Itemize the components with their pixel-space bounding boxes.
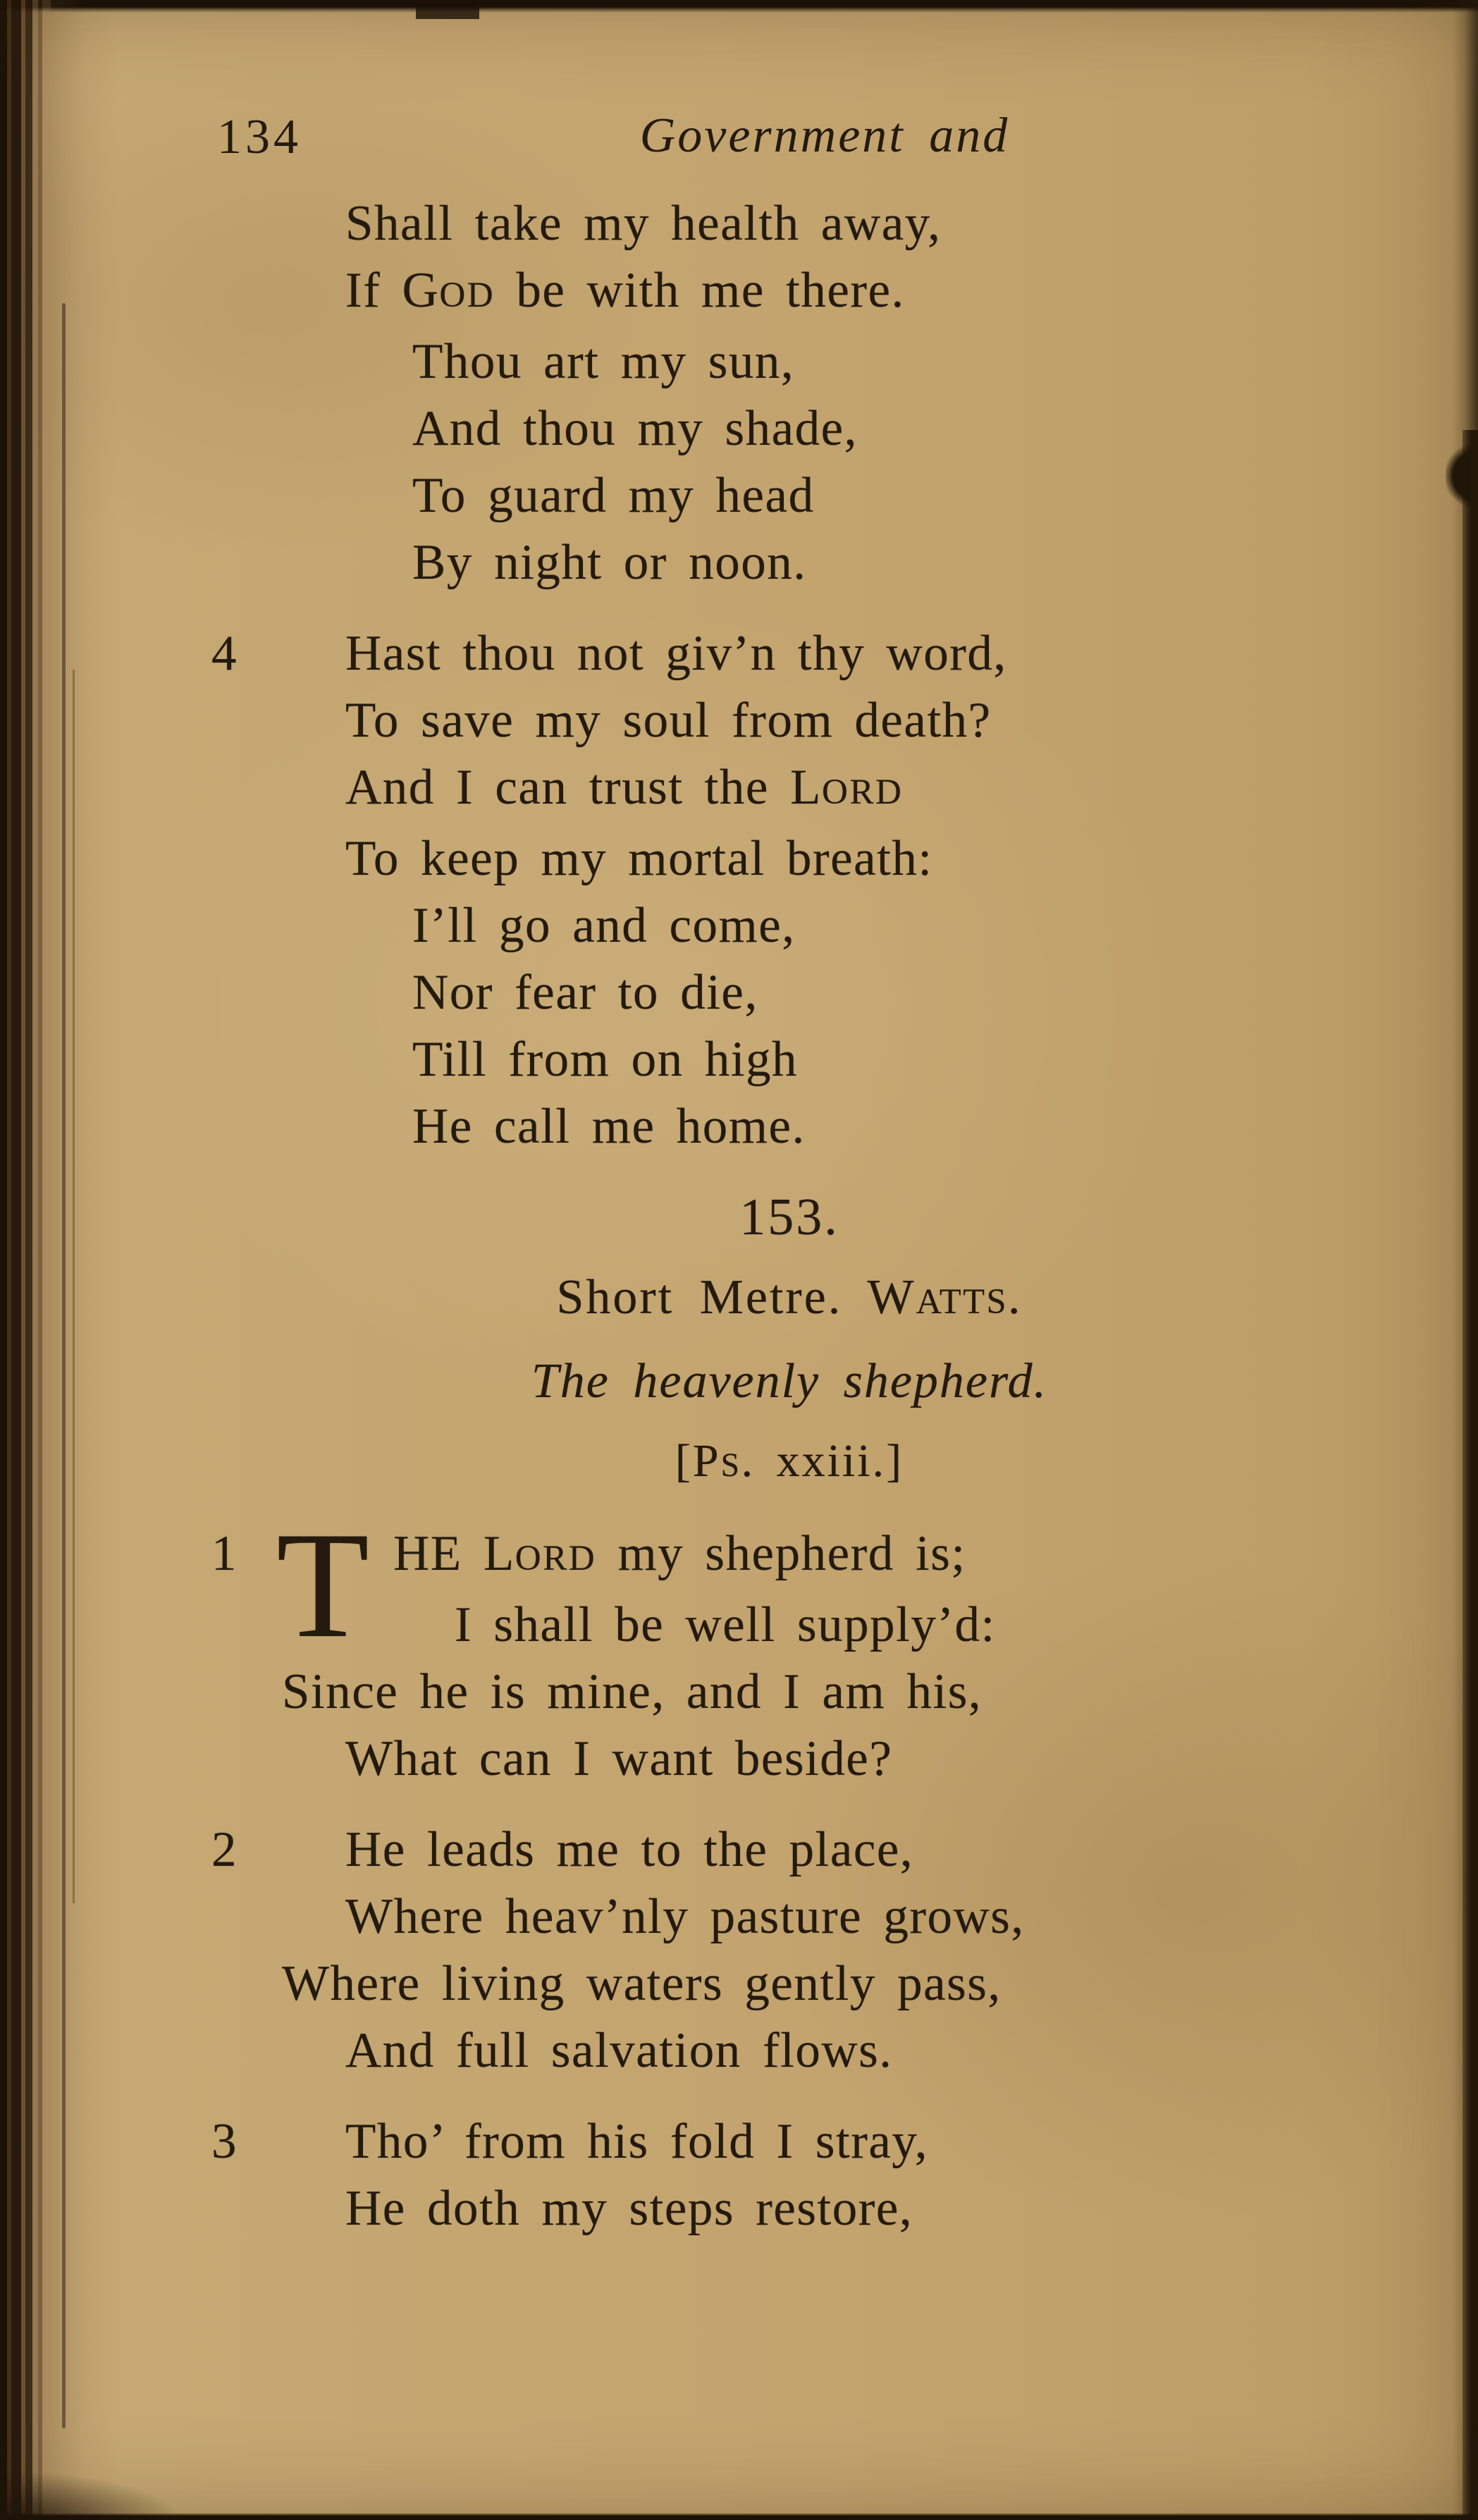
poem-line: Since he is mine, and I am his, [282,1664,983,1719]
poem-line: Hast thou not giv’n thy word, [345,626,1007,681]
small-caps-word: PS [692,1435,741,1487]
poem-line: He leads me to the place, [345,1822,914,1877]
poem-line: What can I want beside? [345,1731,893,1786]
verse-number: 3 [211,2114,238,2169]
page-edge-right-mark [1446,444,1478,508]
poem-line: He doth my steps restore, [345,2181,913,2236]
text-column [211,190,1367,2266]
poem-line: Nor fear to die, [412,965,758,1020]
poem-line: To guard my head [412,468,815,523]
poem-line: I shall be well supply’d: [455,1597,996,1652]
page-edge-right-shadow [1462,430,1478,2520]
poem-line: Tho’ from his fold I stray, [345,2114,929,2169]
small-caps-word: GOD [402,263,495,318]
running-header: Government and [639,109,1010,163]
poem-line: To save my soul from death? [345,693,992,748]
verse-number: 2 [211,1822,238,1877]
verse-number: 4 [211,626,238,681]
poem-line: HE LORD my shepherd is; [393,1526,966,1581]
hymn-number: 153. [739,1188,839,1246]
poem-line: I’ll go and come, [412,898,796,953]
poem-line: Shall take my health away, [345,196,942,251]
small-caps-word: WATTS [867,1270,1009,1324]
page-number: 134 [217,110,302,164]
verse-number: 1 [211,1526,238,1581]
poem-line: He call me home. [412,1099,806,1154]
hymn-stanzas [211,1501,1367,2242]
stanza [211,2108,1367,2242]
poem-line: By night or noon. [412,535,807,590]
stanza [211,190,1367,596]
poem-line: Thou art my sun, [412,334,795,389]
hymn-metre-author: Short Metre. WATTS. [556,1270,1023,1324]
poem-line: If GOD be with me there. [345,263,905,318]
page-edge-bottom [0,2513,1478,2520]
poem-line: Where living waters gently pass, [282,1956,1002,2011]
running-header-row [211,104,1438,171]
book-binding [0,0,85,2520]
page-corner-shadow [0,2471,183,2520]
hymn-title: The heavenly shepherd. [531,1354,1048,1408]
poem-line: Where heav’nly pasture grows, [345,1889,1025,1944]
hymn-scripture-reference: [PS. xxiii.] [675,1435,904,1487]
poem-line: And I can trust the LORD [345,760,904,815]
page-edge-top [0,0,1478,13]
stanza [211,620,1367,1160]
small-caps-word: LORD [790,760,904,815]
poem-line: And thou my shade, [412,401,858,456]
hymn-heading [211,1184,1367,1499]
poem-line: And full salvation flows. [345,2023,893,2078]
stanza [211,1817,1367,2084]
poem-line: To keep my mortal breath: [345,831,933,886]
poem-line: Till from on high [412,1032,799,1087]
hymn-continuation [211,190,1367,1160]
drop-cap-letter: T [276,1501,371,1669]
small-caps-word: LORD [483,1526,597,1581]
stanza [211,1501,1367,1793]
